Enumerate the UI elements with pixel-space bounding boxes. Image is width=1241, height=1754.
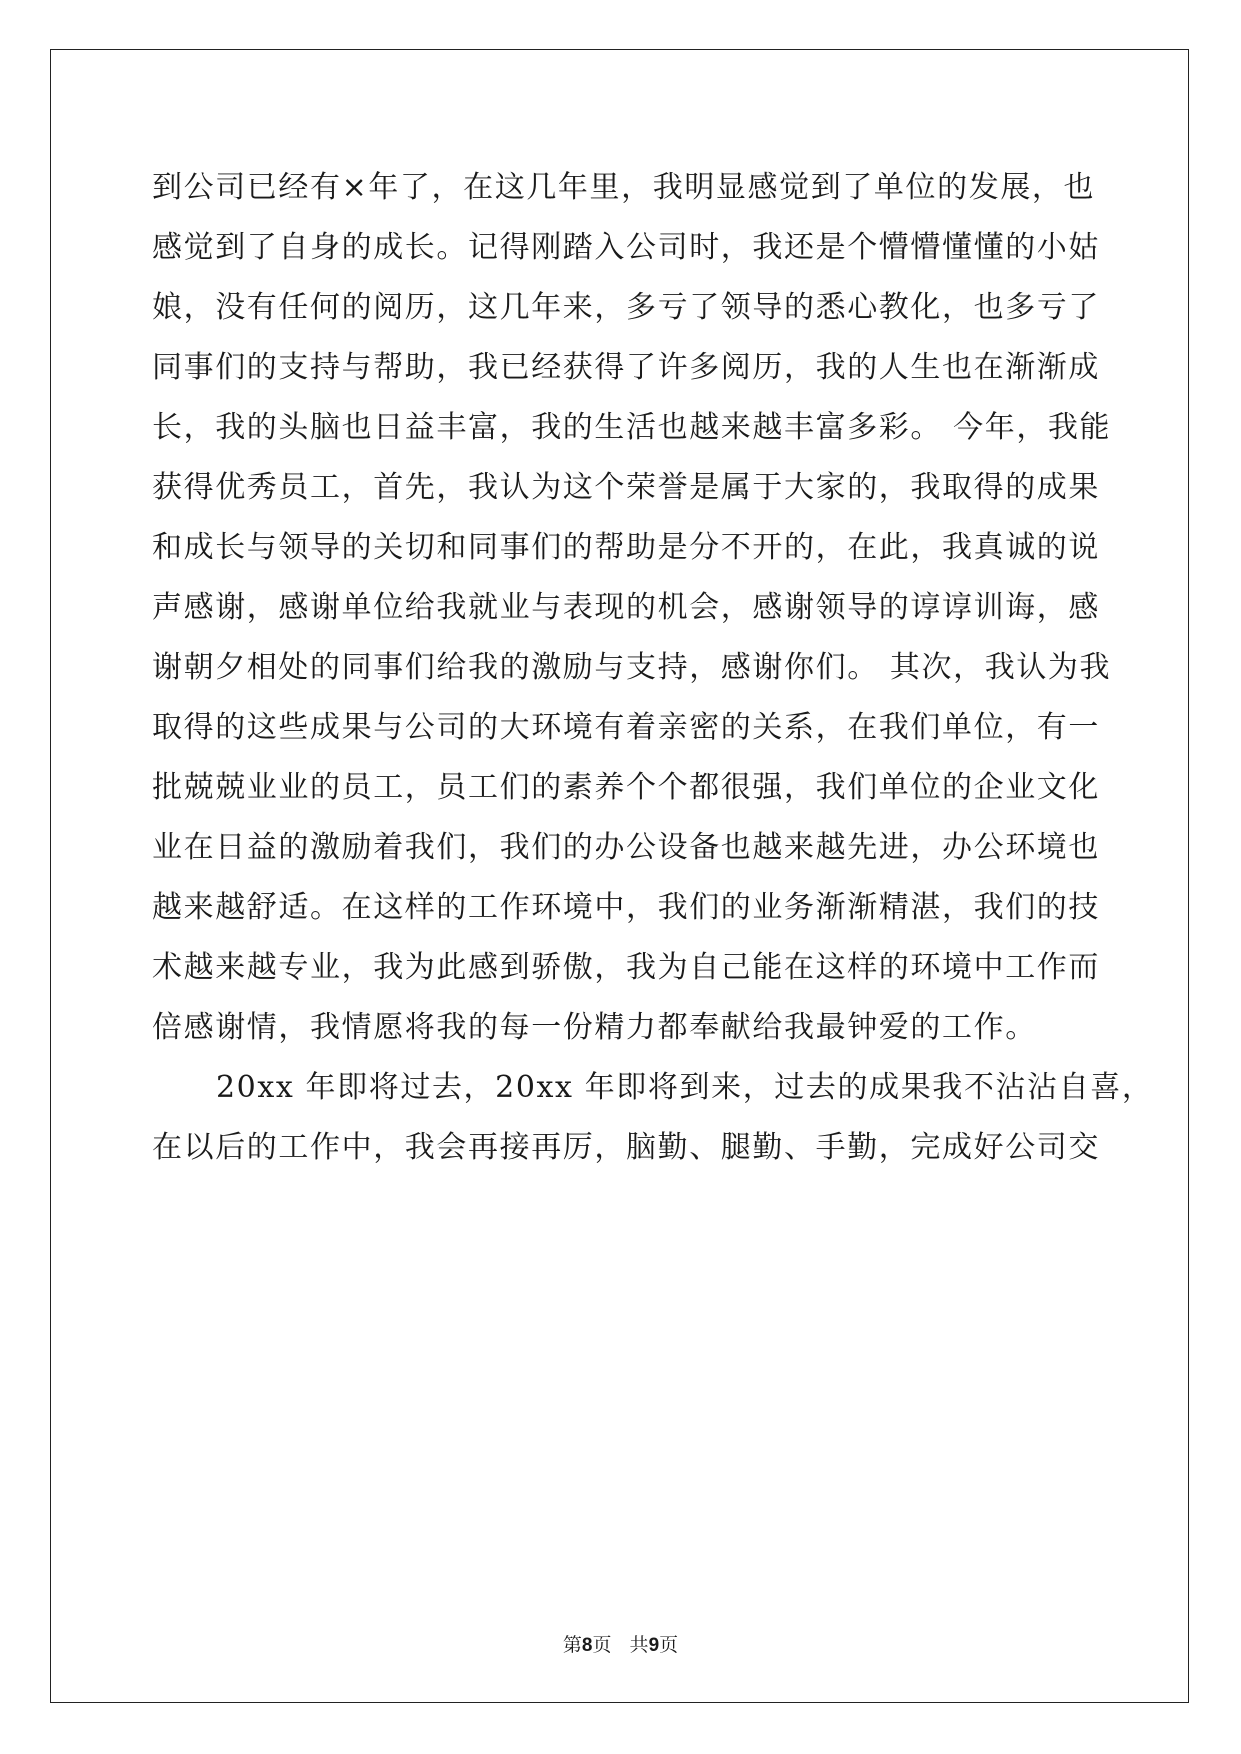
text-line-4: 同事们的支持与帮助，我已经获得了许多阅历，我的人生也在渐渐成 (152, 350, 1100, 385)
footer-prefix: 第 (562, 1634, 582, 1656)
text-line-2: 感觉到了自身的成长。记得刚踏入公司时，我还是个懵懵懂懂的小姑 (152, 230, 1100, 265)
text-line-1: 到公司已经有×年了，在这几年里，我明显感觉到了单位的发展，也 (152, 170, 1096, 205)
text-line-7: 和成长与领导的关切和同事们的帮助是分不开的，在此，我真诚的说 (152, 530, 1100, 565)
document-body (152, 158, 1154, 1178)
text-line-17: 在以后的工作中，我会再接再厉，脑勤、腿勤、手勤，完成好公司交 (152, 1130, 1100, 1165)
page-footer (0, 1630, 1241, 1657)
footer-suffix: 页 (659, 1634, 679, 1656)
text-line-11: 批兢兢业业的员工，员工们的素养个个都很强，我们单位的企业文化 (152, 770, 1100, 805)
text-line-10: 取得的这些成果与公司的大环境有着亲密的关系，在我们单位，有一 (152, 710, 1100, 745)
text-line-15: 倍感谢情，我情愿将我的每一份精力都奉献给我最钟爱的工作。 (152, 1010, 1037, 1045)
text-line-12: 业在日益的激励着我们，我们的办公设备也越来越先进，办公环境也 (152, 830, 1100, 865)
text-line-3: 娘，没有任何的阅历，这几年来，多亏了领导的悉心教化，也多亏了 (152, 290, 1100, 325)
text-line-13: 越来越舒适。在这样的工作环境中，我们的业务渐渐精湛，我们的技 (152, 890, 1100, 925)
text-line-5: 长，我的头脑也日益丰富，我的生活也越来越丰富多彩。 今年，我能 (152, 410, 1112, 445)
text-line-16: 20xx 年即将过去，20xx 年即将到来，过去的成果我不沾沾自喜， (216, 1070, 1154, 1105)
footer-current-page: 8 (581, 1635, 593, 1656)
footer-middle: 页 共 (592, 1634, 649, 1656)
footer-total-pages: 9 (648, 1635, 660, 1656)
text-line-8: 声感谢，感谢单位给我就业与表现的机会，感谢领导的谆谆训诲，感 (152, 590, 1100, 625)
text-line-6: 获得优秀员工，首先，我认为这个荣誉是属于大家的，我取得的成果 (152, 470, 1100, 505)
text-line-14: 术越来越专业，我为此感到骄傲，我为自己能在这样的环境中工作而 (152, 950, 1100, 985)
text-line-9: 谢朝夕相处的同事们给我的激励与支持，感谢你们。 其次，我认为我 (152, 650, 1112, 685)
